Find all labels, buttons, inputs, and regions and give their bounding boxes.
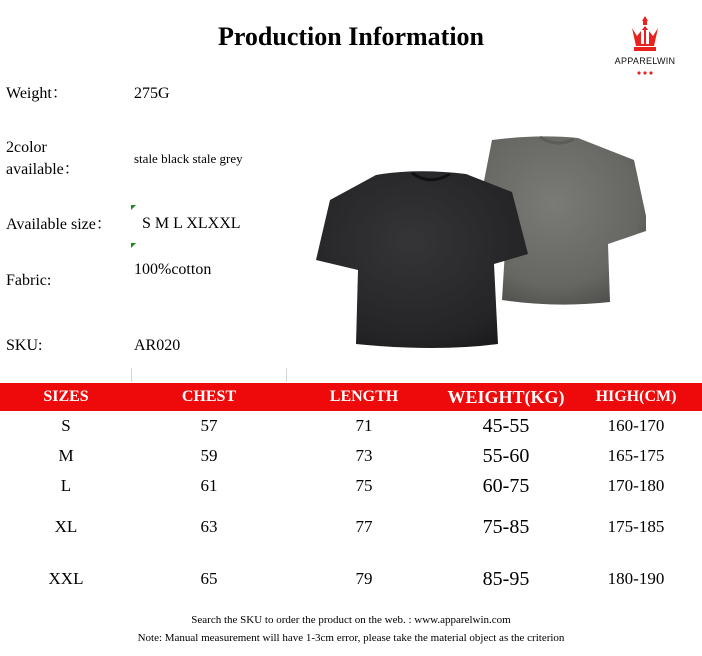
cell-marker xyxy=(131,205,136,210)
weight-cell: 60-75 xyxy=(482,474,530,497)
header-length: LENGTH xyxy=(329,388,399,405)
size-label: Available size： xyxy=(6,216,112,233)
chest-cell: 59 xyxy=(200,446,218,465)
chest-cell: 65 xyxy=(200,569,218,588)
size-cell: M xyxy=(58,446,74,465)
color-label-line1: 2color xyxy=(6,139,47,156)
footer-search-note: Search the SKU to order the product on the web. : www.apparelwin.com xyxy=(191,614,511,626)
size-chart-table xyxy=(0,383,702,605)
weight-cell: 45-55 xyxy=(482,414,530,437)
footer-measurement-note: Note: Manual measurement will have 1-3cm error, please take the material object as the criterion xyxy=(137,632,565,644)
crown-logo-icon xyxy=(610,14,680,56)
cell-marker xyxy=(131,243,136,248)
table-row xyxy=(0,471,702,501)
weight-cell: 85-95 xyxy=(482,567,530,590)
color-label-line2: available： xyxy=(6,161,80,178)
grid-line xyxy=(286,368,287,382)
header-high: HIGH(CM) xyxy=(595,388,677,405)
header-weight: WEIGHT(KG) xyxy=(447,386,565,407)
size-cell: XXL xyxy=(48,569,84,588)
page-title: Production Information xyxy=(217,22,485,51)
brand-logo xyxy=(610,14,680,76)
weight-value: 275G xyxy=(134,85,170,102)
high-cell: 175-185 xyxy=(607,517,665,536)
fabric-label: Fabric: xyxy=(6,272,52,289)
color-value: stale black stale grey xyxy=(134,151,243,166)
length-cell: 71 xyxy=(355,416,373,435)
size-value: S M L XLXXL xyxy=(142,215,241,232)
chest-cell: 61 xyxy=(200,476,218,495)
high-cell: 170-180 xyxy=(607,476,665,495)
grid-line xyxy=(131,368,132,382)
header-sizes: SIZES xyxy=(43,388,89,405)
weight-cell: 55-60 xyxy=(482,444,530,467)
weight-cell: 75-85 xyxy=(482,515,530,538)
chest-cell: 63 xyxy=(200,517,218,536)
length-cell: 79 xyxy=(355,569,373,588)
size-chart-header xyxy=(0,383,702,411)
high-cell: 165-175 xyxy=(607,446,665,465)
brand-name: APPARELWIN xyxy=(614,56,676,66)
tshirt-pair-image xyxy=(316,130,646,358)
size-cell: L xyxy=(60,476,72,495)
high-cell: 160-170 xyxy=(607,416,665,435)
fabric-value: 100%cotton xyxy=(134,261,212,278)
length-cell: 73 xyxy=(355,446,373,465)
table-row xyxy=(0,411,702,441)
table-row xyxy=(0,441,702,471)
sku-value: AR020 xyxy=(134,337,181,354)
weight-label: Weight： xyxy=(6,85,68,102)
length-cell: 75 xyxy=(355,476,373,495)
table-row xyxy=(0,501,702,553)
sku-label: SKU: xyxy=(6,337,43,354)
header-chest: CHEST xyxy=(181,388,237,405)
size-cell: XL xyxy=(54,517,78,536)
size-cell: S xyxy=(61,416,71,435)
high-cell: 180-190 xyxy=(607,569,665,588)
diamond-dots-icon xyxy=(610,68,680,78)
table-row xyxy=(0,553,702,605)
length-cell: 77 xyxy=(355,517,373,536)
chest-cell: 57 xyxy=(200,416,218,435)
